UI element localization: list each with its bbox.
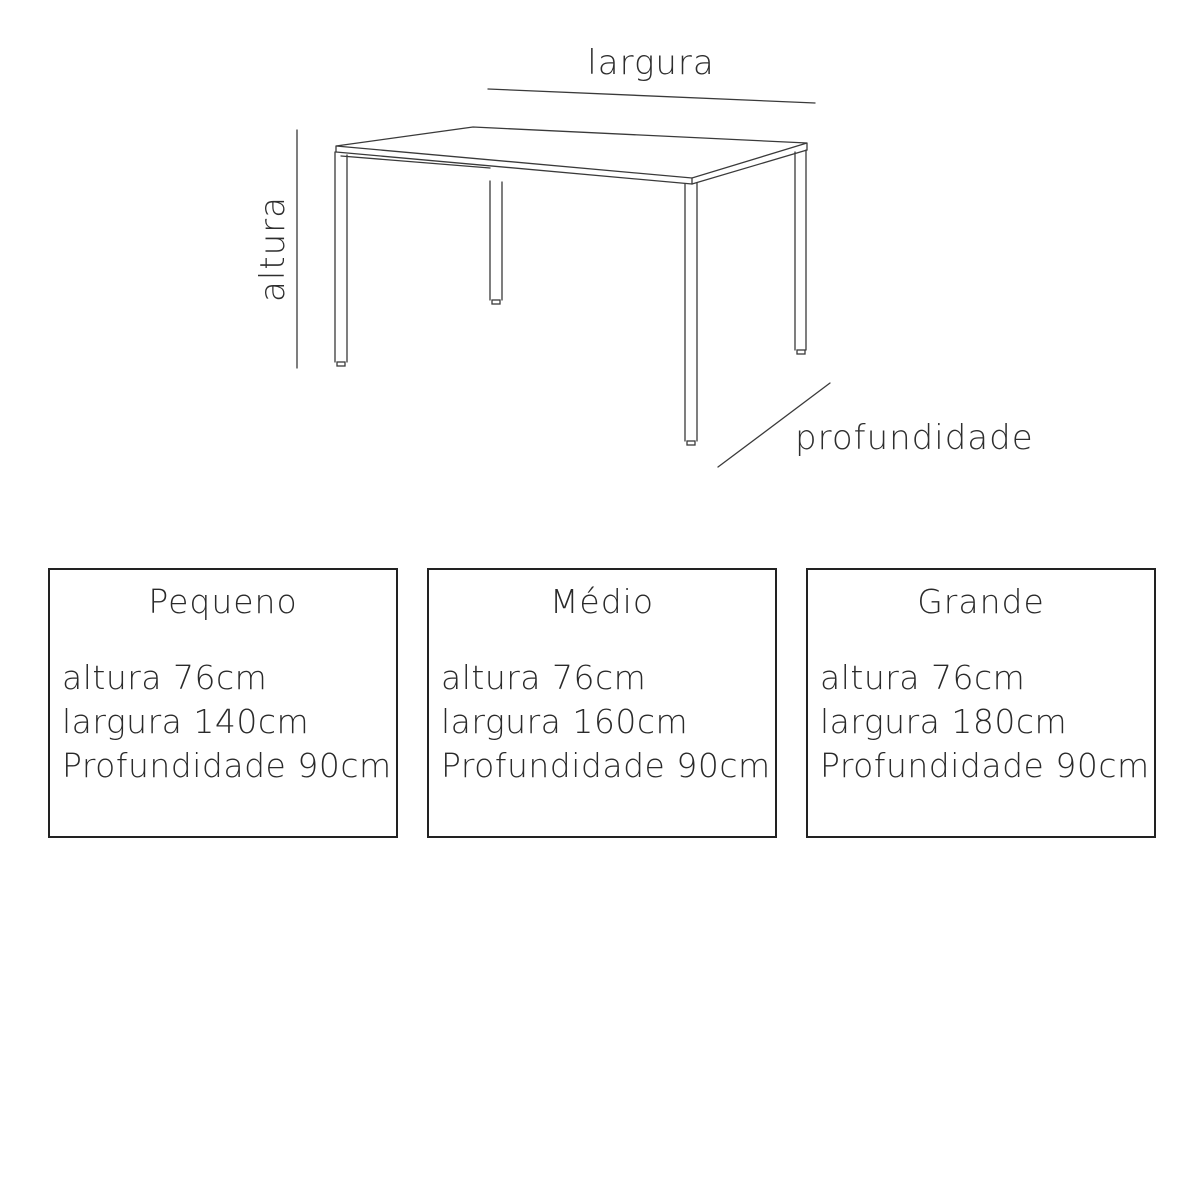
size-card-medio <box>427 568 777 838</box>
spec-height: altura 76cm <box>62 658 268 697</box>
size-card-grande <box>806 568 1156 838</box>
depth-label: profundidade <box>795 418 1034 458</box>
table-drawing <box>335 127 807 445</box>
spec-width: largura 180cm <box>820 702 1068 741</box>
size-card-title: Pequeno <box>148 582 298 621</box>
spec-height: altura 76cm <box>820 658 1026 697</box>
spec-width: largura 140cm <box>62 702 310 741</box>
height-label: altura <box>253 196 293 302</box>
spec-depth: Profundidade 90cm <box>62 746 392 785</box>
spec-width: largura 160cm <box>441 702 689 741</box>
spec-depth: Profundidade 90cm <box>820 746 1150 785</box>
spec-height: altura 76cm <box>441 658 647 697</box>
size-card-specs <box>820 656 1148 788</box>
spec-depth: Profundidade 90cm <box>441 746 771 785</box>
table-dimension-diagram <box>0 0 1200 520</box>
size-card-specs <box>441 656 769 788</box>
size-card-pequeno <box>48 568 398 838</box>
size-card-specs <box>62 656 390 788</box>
size-card-title: Médio <box>549 582 655 621</box>
width-label: largura <box>587 43 715 83</box>
width-dimension-line <box>488 89 815 103</box>
size-card-title: Grande <box>917 582 1045 621</box>
